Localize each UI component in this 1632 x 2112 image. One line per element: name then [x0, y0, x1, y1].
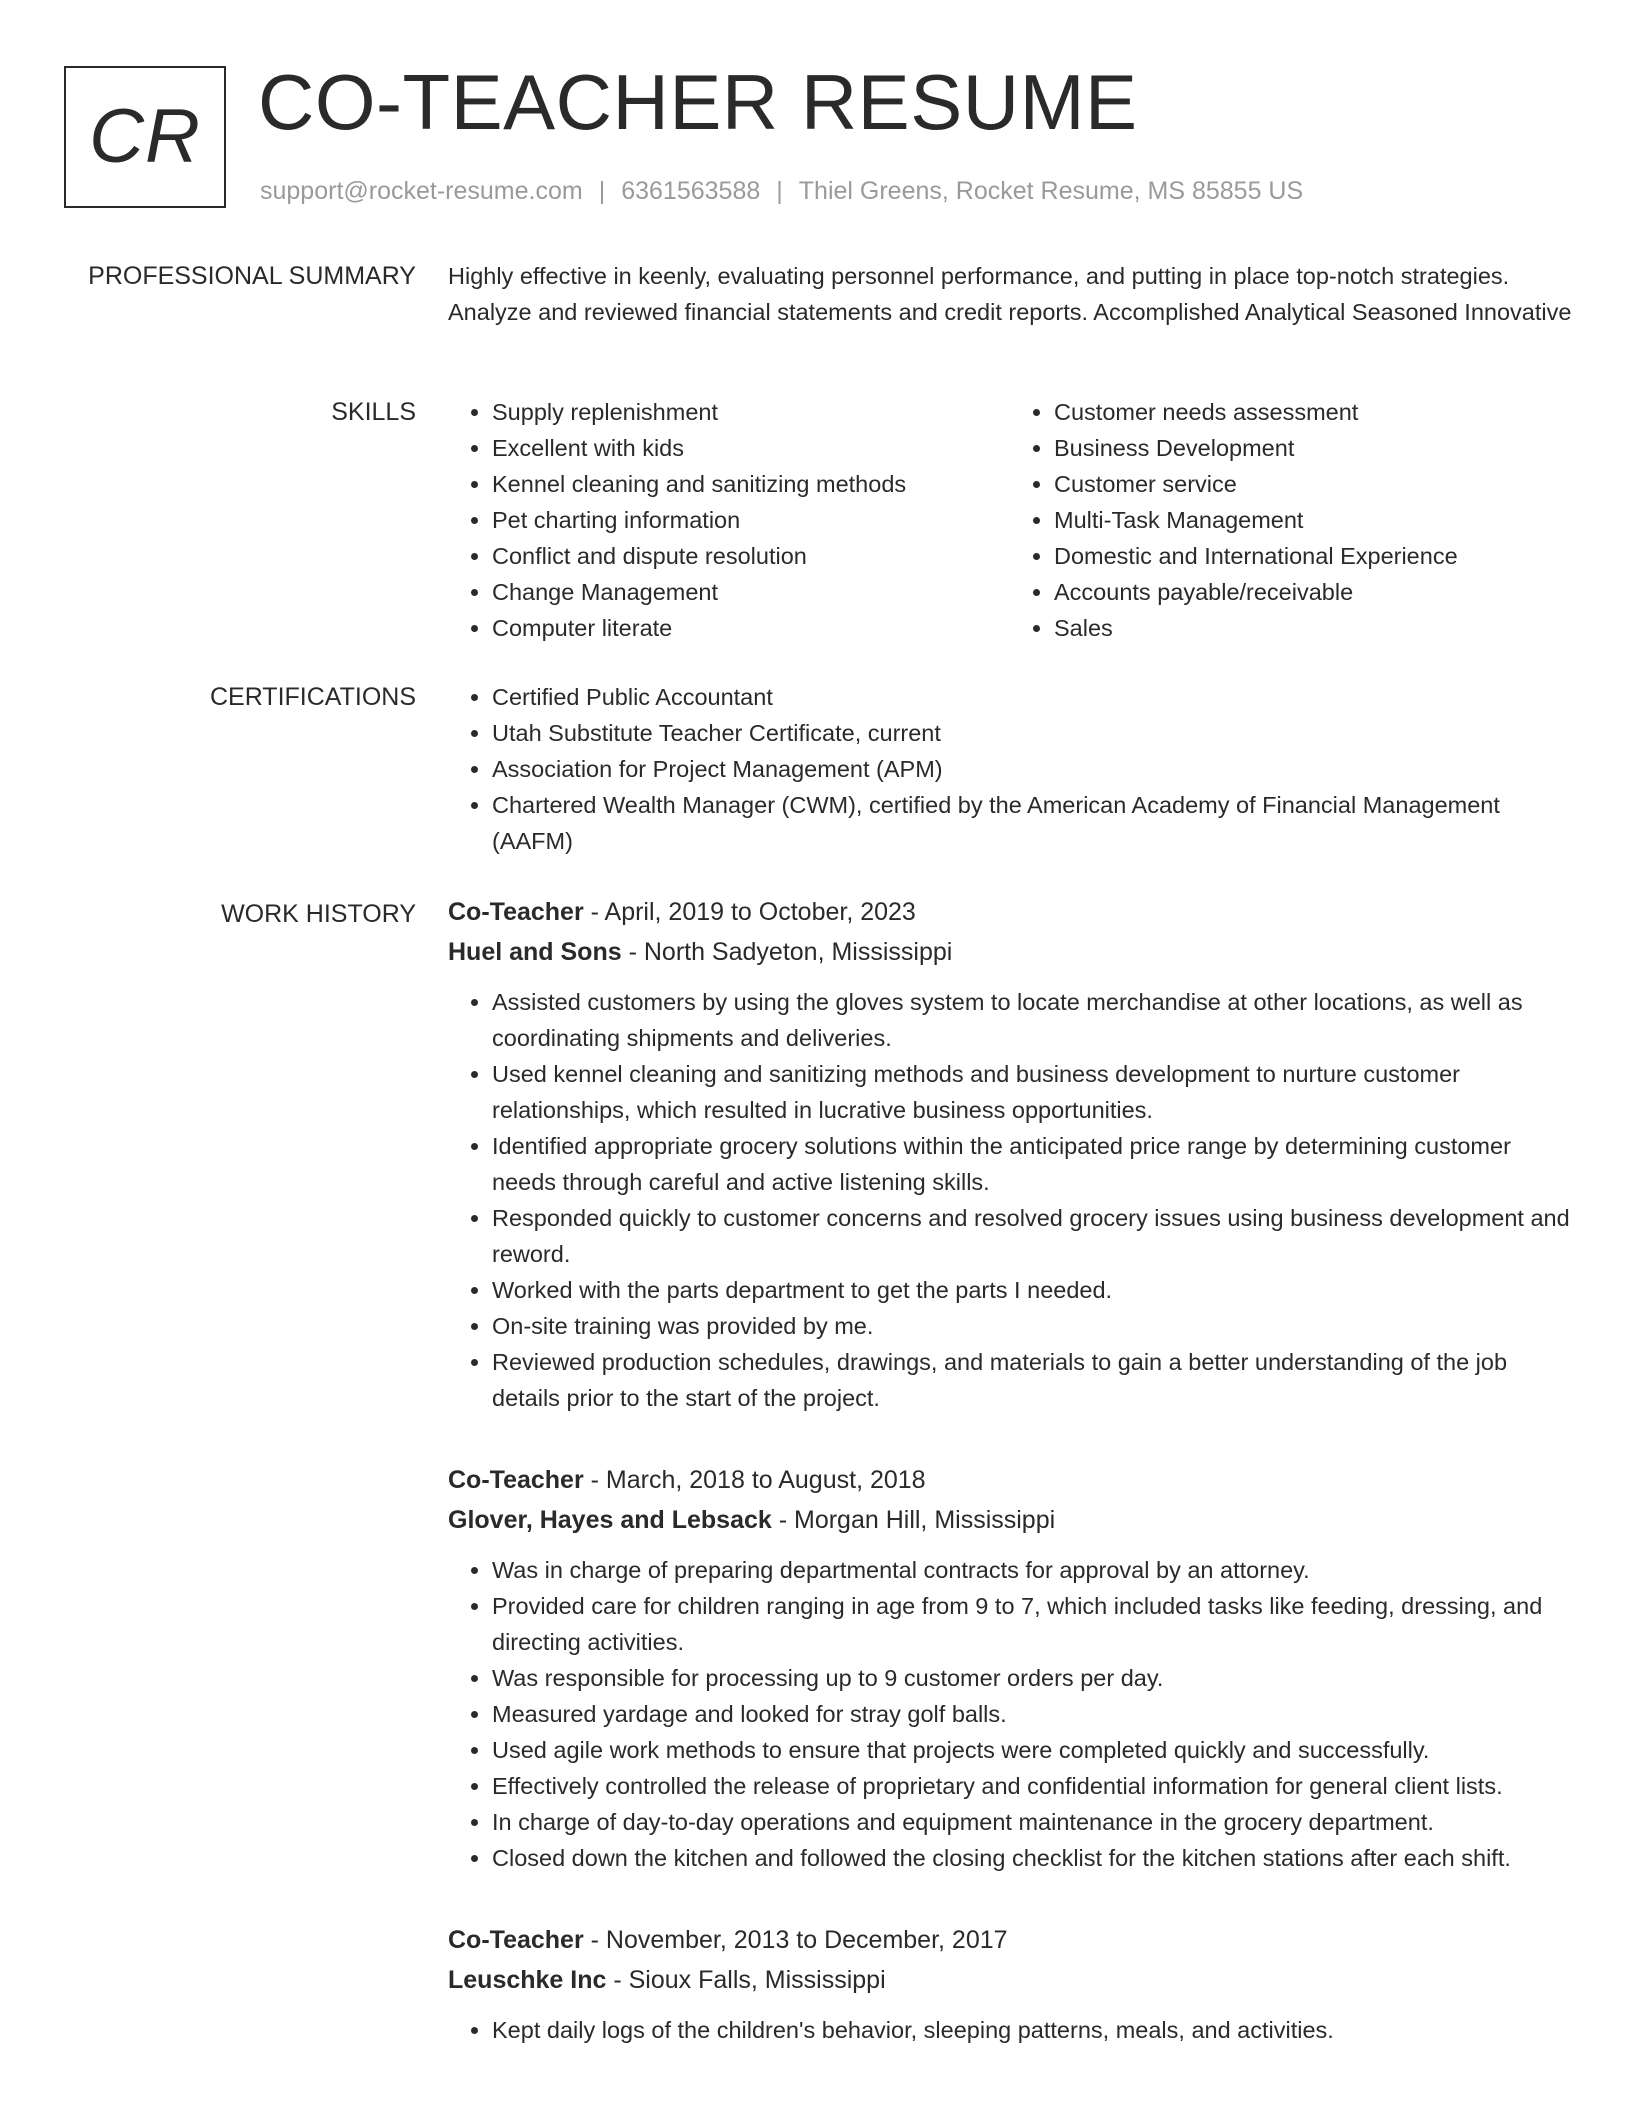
- job-bullet: • Kept daily logs of the children's behavior, sleeping patterns, meals, and activities.: [492, 2012, 1572, 2048]
- job-bullets: [448, 2012, 1572, 2048]
- job-bullet: • Provided care for children ranging in age from 9 to 7, which included tasks like feeding, dressing, and directing activities.: [492, 1588, 1572, 1660]
- job-bullet: • Used kennel cleaning and sanitizing methods and business development to nurture customer relationships, which resulted in lucrative business opportunities.: [492, 1056, 1572, 1128]
- job-location: - North Sadyeton, Mississippi: [621, 938, 953, 966]
- section-body: [448, 892, 1572, 2092]
- skill-item: • Pet charting information: [492, 502, 1010, 538]
- certification-item: • Chartered Wealth Manager (CWM), certified by the American Academy of Financial Management (AAFM): [492, 787, 1572, 859]
- section-body: [448, 394, 1572, 646]
- job-dates: - March, 2018 to August, 2018: [583, 1466, 926, 1494]
- skill-item: • Computer literate: [492, 610, 1010, 646]
- job-bullet: • On-site training was provided by me.: [492, 1308, 1572, 1344]
- skill-item: • Supply replenishment: [492, 394, 1010, 430]
- job-dates: - November, 2013 to December, 2017: [583, 1926, 1008, 1954]
- job-title-line: [448, 1920, 1572, 1960]
- job-title-line: [448, 892, 1572, 932]
- job-bullet: • Closed down the kitchen and followed the closing checklist for the kitchen stations after each shift.: [492, 1840, 1572, 1876]
- job-bullet: • Reviewed production schedules, drawings, and materials to gain a better understanding of the job details prior to the start of the project.: [492, 1344, 1572, 1416]
- certification-item: • Utah Substitute Teacher Certificate, current: [492, 715, 1572, 751]
- job-bullet: • Worked with the parts department to get the parts I needed.: [492, 1272, 1572, 1308]
- job-dates: - April, 2019 to October, 2023: [583, 898, 916, 926]
- contact-email: support@rocket-resume.com: [260, 177, 583, 205]
- contact-separator: |: [598, 177, 606, 205]
- summary-text: Highly effective in keenly, evaluating personnel performance, and putting in place top-notch strategies. Analyze and reviewed financial statements and credit reports. Accomplished Analytical Seasoned Innovative: [448, 263, 1572, 325]
- job-bullet: • Was in charge of preparing departmental contracts for approval by an attorney.: [492, 1552, 1572, 1588]
- skill-item: • Customer needs assessment: [1054, 394, 1572, 430]
- job-bullet: • Measured yardage and looked for stray golf balls.: [492, 1696, 1572, 1732]
- certifications-list: [448, 679, 1572, 859]
- contact-line: [260, 174, 1303, 208]
- skill-item: • Customer service: [1054, 466, 1572, 502]
- skill-item: • Sales: [1054, 610, 1572, 646]
- job-location: - Morgan Hill, Mississippi: [771, 1506, 1056, 1534]
- job-company: Glover, Hayes and Lebsack: [448, 1506, 772, 1534]
- certification-item: • Association for Project Management (APM): [492, 751, 1572, 787]
- skill-item: • Accounts payable/receivable: [1054, 574, 1572, 610]
- certification-item: • Certified Public Accountant: [492, 679, 1572, 715]
- job-bullet: • Assisted customers by using the gloves system to locate merchandise at other locations, as well as coordinating shipments and deliveries.: [492, 984, 1572, 1056]
- job-company-line: [448, 1960, 1572, 2000]
- job-bullet: • Used agile work methods to ensure that projects were completed quickly and successfully.: [492, 1732, 1572, 1768]
- job-title-line: [448, 1460, 1572, 1500]
- skill-item: • Business Development: [1054, 430, 1572, 466]
- section-body: [448, 258, 1572, 330]
- job-bullet: • Identified appropriate grocery solutions within the anticipated price range by determining customer needs through careful and active listening skills.: [492, 1128, 1572, 1200]
- job-bullet: • Was responsible for processing up to 9 customer orders per day.: [492, 1660, 1572, 1696]
- job-company-line: [448, 1500, 1572, 1540]
- job-entry: [448, 1920, 1572, 2048]
- job-title: Co-Teacher: [448, 898, 584, 926]
- contact-address: Thiel Greens, Rocket Resume, MS 85855 US: [798, 177, 1304, 205]
- job-company-line: [448, 932, 1572, 972]
- section-label: SKILLS: [331, 398, 416, 426]
- monogram-initials: CR: [89, 94, 201, 179]
- resume-title: CO-TEACHER RESUME: [258, 58, 1138, 146]
- skill-item: • Kennel cleaning and sanitizing methods: [492, 466, 1010, 502]
- job-company: Leuschke Inc: [448, 1966, 607, 1994]
- monogram-box: [64, 66, 226, 208]
- contact-separator: |: [776, 177, 783, 205]
- job-title: Co-Teacher: [448, 1466, 584, 1494]
- job-bullet: • Responded quickly to customer concerns and resolved grocery issues using business development and reword.: [492, 1200, 1572, 1272]
- section-label: PROFESSIONAL SUMMARY: [88, 262, 416, 290]
- job-entry: [448, 892, 1572, 1416]
- job-bullet: • Effectively controlled the release of proprietary and confidential information for general client lists.: [492, 1768, 1572, 1804]
- section-label: WORK HISTORY: [221, 900, 416, 928]
- skill-item: • Conflict and dispute resolution: [492, 538, 1010, 574]
- skill-item: • Change Management: [492, 574, 1010, 610]
- skills-list-right: [1010, 394, 1572, 646]
- section-label: CERTIFICATIONS: [209, 683, 416, 711]
- skill-item: • Domestic and International Experience: [1054, 538, 1572, 574]
- job-bullet: • In charge of day-to-day operations and equipment maintenance in the grocery department.: [492, 1804, 1572, 1840]
- contact-phone: 6361563588: [621, 177, 761, 205]
- job-entry: [448, 1460, 1572, 1876]
- job-title: Co-Teacher: [448, 1926, 584, 1954]
- job-bullets: [448, 984, 1572, 1416]
- section-body: [448, 679, 1572, 859]
- skill-item: • Multi-Task Management: [1054, 502, 1572, 538]
- job-company: Huel and Sons: [448, 938, 622, 966]
- job-bullets: [448, 1552, 1572, 1876]
- job-location: - Sioux Falls, Mississippi: [606, 1966, 886, 1994]
- skill-item: • Excellent with kids: [492, 430, 1010, 466]
- skills-list-left: [448, 394, 1010, 646]
